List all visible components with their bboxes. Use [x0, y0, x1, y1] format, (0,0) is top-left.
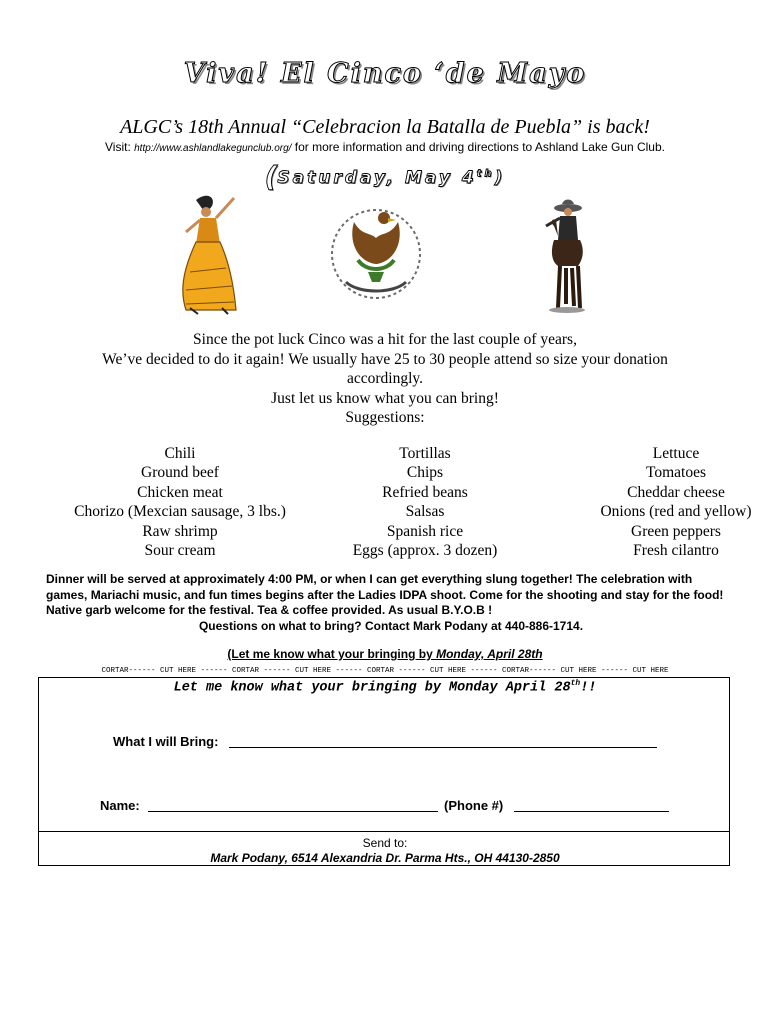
list-item: Salsas [405, 503, 445, 521]
date-main: Saturday, May 4 [277, 168, 477, 188]
list-item: Spanish rice [386, 522, 464, 540]
list-item: Tomatoes [645, 464, 707, 482]
list-item: Refried beans [382, 483, 468, 501]
mailing-address: Mark Podany, 6514 Alexandria Dr. Parma Hts., OH 44130-2850 [210, 851, 560, 865]
bring-field[interactable] [229, 734, 657, 748]
list-item: Ground beef [141, 464, 219, 482]
charro-rider-illustration [534, 196, 600, 316]
form-divider [38, 831, 730, 832]
send-to-label: Send to: [362, 836, 408, 850]
event-date [0, 160, 770, 193]
intro-line: Just let us know what you can bring! [271, 389, 499, 407]
phone-field[interactable] [514, 798, 669, 812]
intro-line: Since the pot luck Cinco was a hit for the last couple of years, [193, 331, 577, 348]
name-label: Name: [100, 798, 140, 813]
event-subtitle: ALGC’s 18th Annual “Celebracion la Batalla de Puebla” is back! [120, 116, 650, 138]
list-item: Cheddar cheese [627, 483, 725, 501]
suggestions-column-1 [60, 444, 300, 560]
deadline-prefix: (Let me know what your bringing by [227, 647, 437, 661]
list-item: Raw shrimp [142, 522, 218, 540]
form-heading [0, 679, 770, 696]
list-item: Chicken meat [137, 483, 223, 501]
list-item: Chorizo (Mexcian sausage, 3 lbs.) [74, 503, 286, 521]
dinner-info [46, 572, 736, 634]
club-website-link[interactable]: http://www.ashlandlakegunclub.org/ [134, 143, 292, 154]
flamenco-dancer-illustration [176, 192, 244, 316]
name-field[interactable] [148, 798, 438, 812]
form-heading-ordinal: th [570, 679, 581, 688]
intro-paragraph [0, 330, 770, 428]
list-item: Sour cream [144, 542, 216, 560]
list-item: Onions (red and yellow) [600, 503, 752, 521]
list-item: Green peppers [631, 522, 721, 540]
deadline-date: Monday, April 28th [436, 647, 543, 661]
intro-line: Suggestions: [345, 409, 425, 426]
intro-line: accordingly. [346, 370, 424, 387]
date-open-paren: ( [264, 160, 278, 193]
list-item: Fresh cilantro [633, 542, 719, 560]
intro-line: We’ve decided to do it again! We usually have 25 to 30 people attend so size your donation [102, 350, 668, 368]
list-item: Chips [406, 464, 444, 482]
date-ordinal: th [476, 168, 495, 180]
visit-line [0, 140, 770, 154]
page-title: Viva! El Cinco ‘de Mayo [183, 58, 587, 89]
list-item: Tortillas [399, 445, 451, 462]
form-heading-end: !! [580, 680, 597, 696]
dinner-text: Dinner will be served at approximately 4:00 PM, or when I can get everything slung together! The celebration with games, Mariachi music, and fun times begins after the Ladies IDPA shoot. Come for the shooting and stay for the food! Native garb welcome for the festival. Tea & coffee provided. As usual B.Y.O.B ! [46, 572, 724, 617]
phone-label: (Phone #) [444, 798, 504, 813]
bring-label: What I will Bring: [113, 734, 219, 749]
visit-suffix: for more information and driving directions to Ashland Lake Gun Club. [291, 140, 665, 154]
cut-here-line: CORTAR------ CUT HERE ------ CORTAR ------ CUT HERE ------ CORTAR ------ CUT HERE ------ CORTAR------ CUT HERE ------ CUT HERE [101, 667, 669, 675]
form-heading-text: Let me know what your bringing by Monday April 28 [173, 680, 571, 696]
visit-prefix: Visit: [105, 140, 135, 154]
suggestions-column-2 [325, 444, 525, 560]
list-item: Lettuce [652, 445, 700, 462]
questions-contact: Questions on what to bring? Contact Mark Podany at 440-886-1714. [198, 618, 584, 633]
list-item: Chili [164, 445, 196, 462]
rsvp-deadline [0, 647, 770, 661]
mexican-eagle-emblem [328, 202, 424, 302]
date-close-paren: ) [494, 168, 506, 188]
list-item: Eggs (approx. 3 dozen) [352, 542, 498, 560]
date-text [277, 168, 505, 188]
suggestions-column-3 [586, 444, 766, 560]
